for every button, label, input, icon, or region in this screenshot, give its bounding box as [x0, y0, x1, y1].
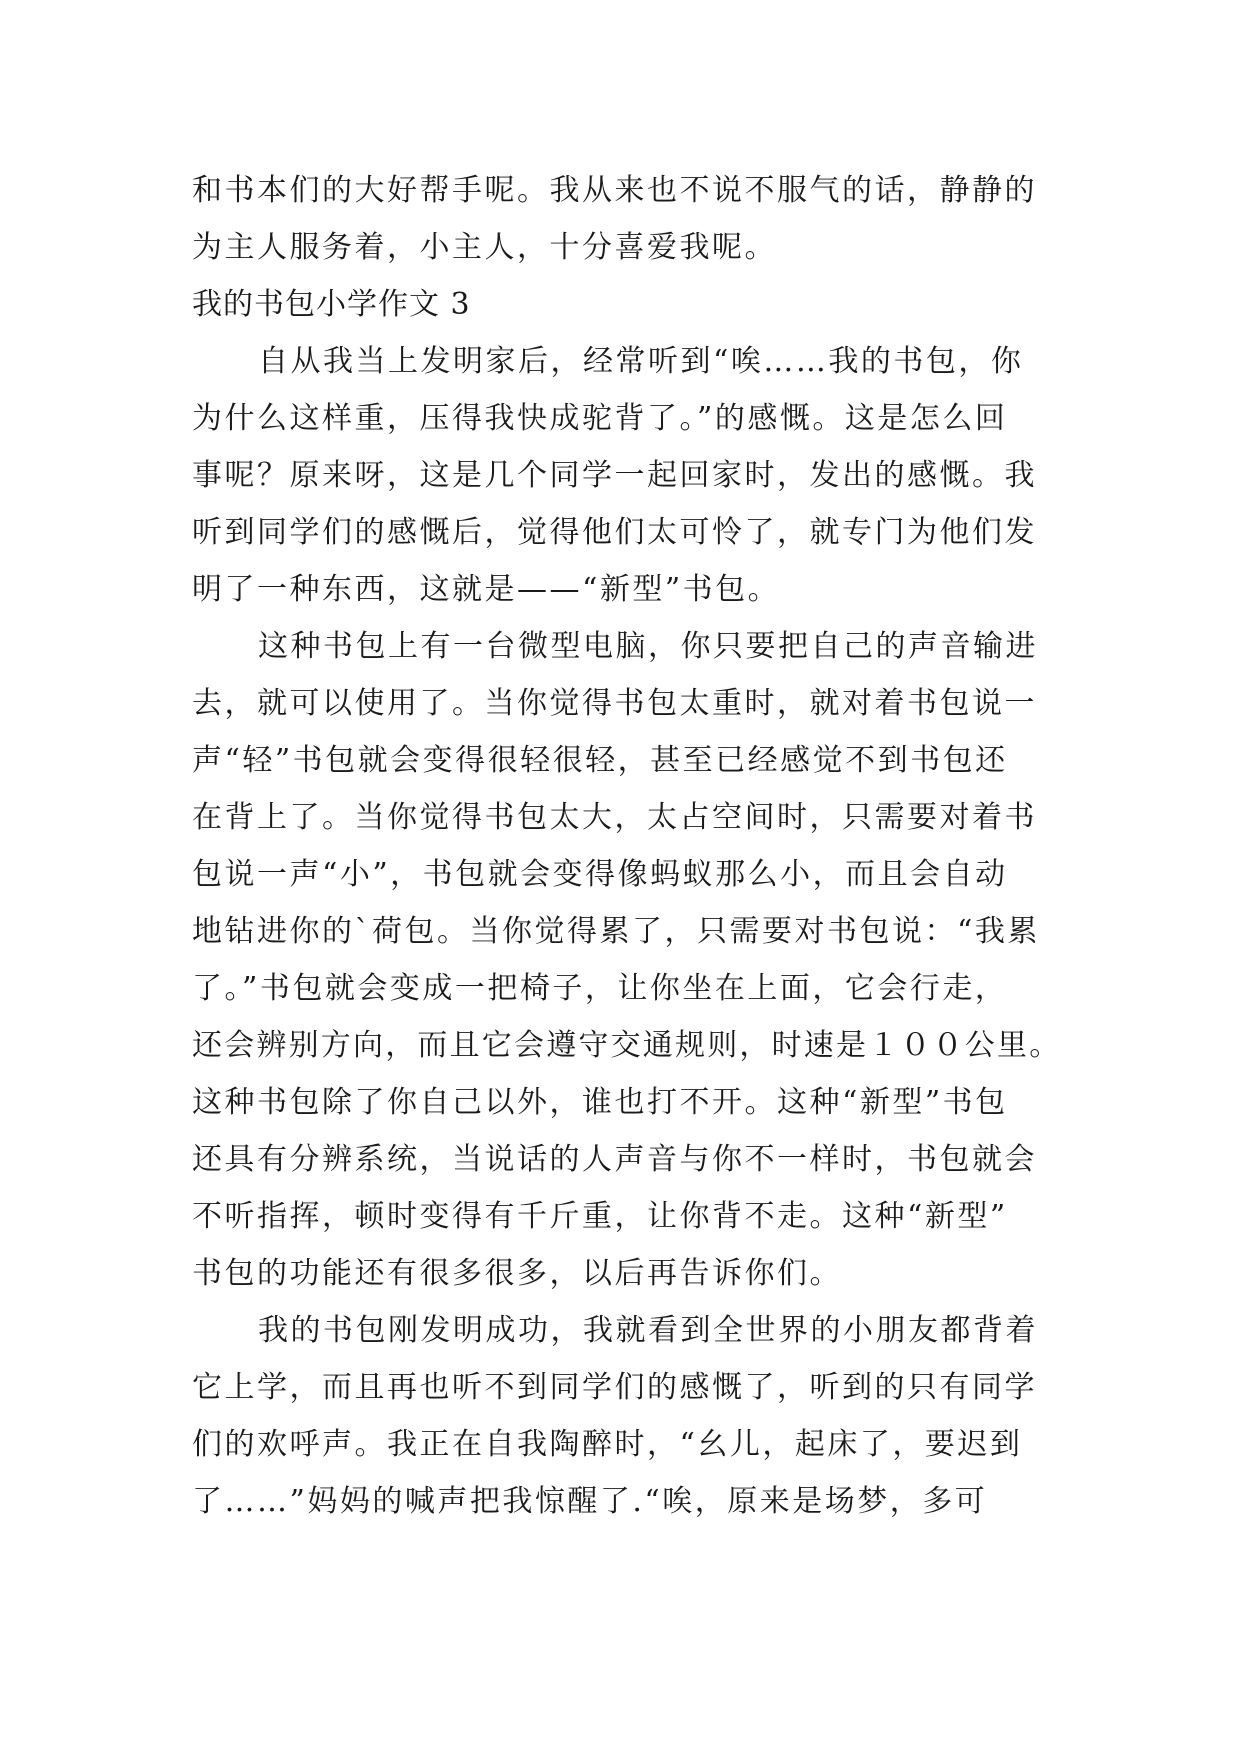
text-line: 它上学，而且再也听不到同学们的感慨了，听到的只有同学 — [192, 1370, 1037, 1405]
text-line: 地钻进你的`荷包。当你觉得累了，只需要对书包说：“我累 — [192, 914, 1040, 949]
text-line: 了……”妈妈的喊声把我惊醒了.“唉，原来是场梦，多可 — [192, 1484, 988, 1519]
text-line: 去，就可以使用了。当你觉得书包太重时，就对着书包说一 — [192, 686, 1037, 721]
text-line: 声“轻”书包就会变得很轻很轻，甚至已经感觉不到书包还 — [192, 743, 1008, 778]
section-heading: 我的书包小学作文 3 — [192, 287, 471, 322]
paragraph-first-line: 我的书包刚发明成功，我就看到全世界的小朋友都背着 — [258, 1313, 1038, 1348]
essay-text — [192, 162, 1072, 1530]
text-line: 为主人服务着，小主人，十分喜爱我呢。 — [192, 230, 777, 265]
text-line: 明了一种东西，这就是——“新型”书包。 — [192, 572, 781, 607]
text-line: 还会辨别方向，而且它会遵守交通规则，时速是１００公里。 — [192, 1028, 1062, 1063]
text-line: 包说一声“小”，书包就会变得像蚂蚁那么小，而且会自动 — [192, 857, 1008, 892]
text-line: 听到同学们的感慨后，觉得他们太可怜了，就专门为他们发 — [192, 515, 1037, 550]
text-line: 和书本们的大好帮手呢。我从来也不说不服气的话，静静的 — [192, 173, 1037, 208]
text-line: 们的欢呼声。我正在自我陶醉时，“幺儿，起床了，要迟到 — [192, 1427, 1023, 1462]
text-line: 不听指挥，顿时变得有千斤重，让你背不走。这种“新型” — [192, 1199, 1008, 1234]
text-line: 在背上了。当你觉得书包太大，太占空间时，只需要对着书 — [192, 800, 1037, 835]
paragraph-first-line: 自从我当上发明家后，经常听到“唉……我的书包，你 — [258, 344, 1024, 379]
paragraph-first-line: 这种书包上有一台微型电脑，你只要把自己的声音输进 — [258, 629, 1038, 664]
text-line: 还具有分辨系统，当说话的人声音与你不一样时，书包就会 — [192, 1142, 1037, 1177]
text-line: 这种书包除了你自己以外，谁也打不开。这种“新型”书包 — [192, 1085, 1008, 1120]
text-line: 书包的功能还有很多很多，以后再告诉你们。 — [192, 1256, 842, 1291]
text-line: 事呢？原来呀，这是几个同学一起回家时，发出的感慨。我 — [192, 458, 1037, 493]
text-line: 了。”书包就会变成一把椅子，让你坐在上面，它会行走， — [192, 971, 1008, 1006]
text-line: 为什么这样重，压得我快成驼背了。”的感慨。这是怎么回 — [192, 401, 1008, 436]
